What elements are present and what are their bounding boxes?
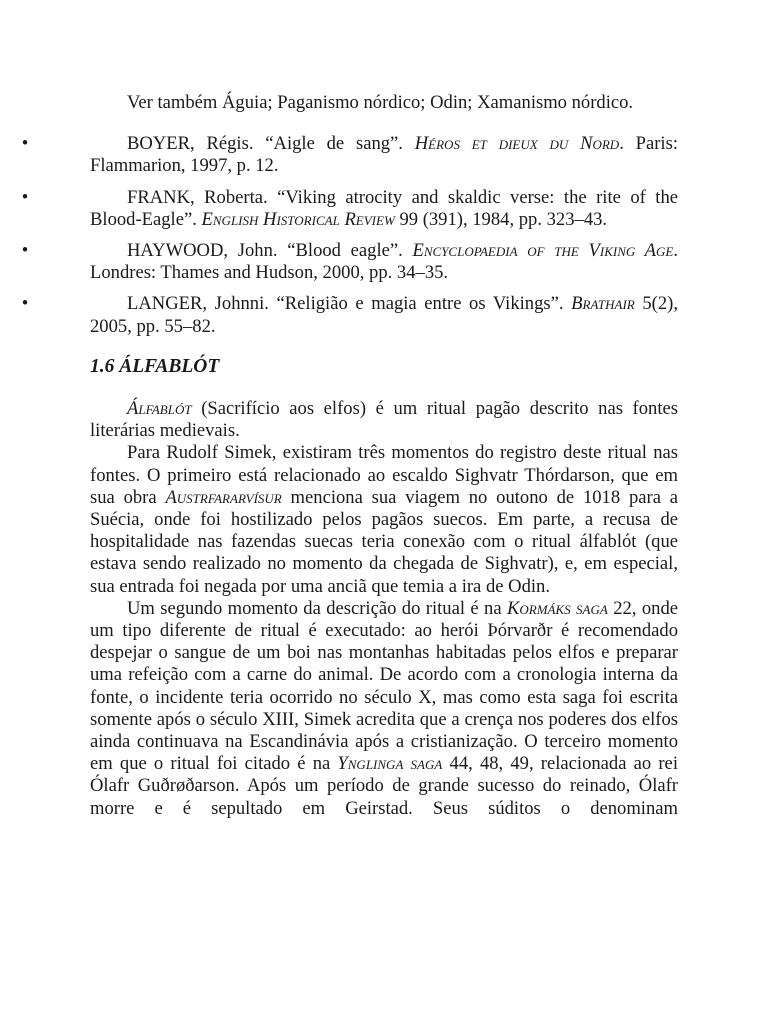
work-title: Kormáks saga <box>507 597 608 619</box>
bullet-icon: • <box>21 133 29 155</box>
work-title: Austrfararvísur <box>165 486 282 508</box>
section-heading <box>90 356 678 378</box>
page-content <box>21 92 679 820</box>
bullet-icon: • <box>21 293 29 315</box>
reference-work-title: English Historical Review <box>201 208 395 230</box>
reference-list <box>21 133 678 338</box>
body-paragraph: Álfablót (Sacrifício aos elfos) é um ritual pagão descrito nas fontes literárias medievais. <box>90 398 678 442</box>
body-paragraph: Para Rudolf Simek, existiram três momentos do registro deste ritual nas fontes. O primeiro está relacionado ao escaldo Sighvatr Thórdarson, que em sua obra Austrfararvísur menciona sua viagem no outono de 1018 para a Suécia, onde foi hostilizado pelos pagãos suecos. Em parte, a recusa de hospitalidade nas fazendas suecas teria conexão com o ritual álfablót (que estava sendo realizado no momento da chegada de Sighvatr), e, em especial, sua entrada foi negada por uma anciã que temia a ira de Odin. <box>90 442 678 597</box>
reference-item: • BOYER, Régis. “Aigle de sang”. Héros et dieux du Nord. Paris: Flammarion, 1997, p. 12. <box>90 133 678 177</box>
section-number: 1.6 <box>90 355 115 377</box>
reference-item: • LANGER, Johnni. “Religião e magia entre os Vikings”. Brathair 5(2), 2005, pp. 55–82. <box>90 293 678 337</box>
reference-work-title: Encyclopaedia of the Viking Age <box>412 240 674 262</box>
reference-item: • HAYWOOD, John. “Blood eagle”. Encyclopaedia of the Viking Age. Londres: Thames and Hudson, 2000, pp. 34–35. <box>90 240 678 284</box>
body-paragraph: Um segundo momento da descrição do ritual é na Kormáks saga 22, onde um tipo diferente de ritual é executado: ao herói Þórvarðr é recomendado despejar o sangue de um boi nas montanhas habitadas pelos elfos e preparar uma refeição com a carne do animal. De acordo com a cronologia interna da fonte, o incidente teria ocorrido no século X, mas como esta saga foi escrita somente após o século XIII, Simek acredita que a crença nos poderes dos elfos ainda continuava na Escandinávia após a cristianização. O terceiro momento em que o ritual foi citado é na Ynglinga saga 44, 48, 49, relacionada ao rei Ólafr Guðrøðarson. Após um período de grande sucesso do reinado, Ólafr morre e é sepultado em Geirstad. Seus súditos o denominam <box>90 597 679 819</box>
reference-item: • FRANK, Roberta. “Viking atrocity and skaldic verse: the rite of the Blood-Eagle”. English Historical Review 99 (391), 1984, pp. 323–43. <box>90 187 678 231</box>
term-italic: Álfablót <box>127 398 192 420</box>
reference-work-title: Brathair <box>571 293 635 315</box>
work-title: Ynglinga saga <box>337 753 443 775</box>
see-also-paragraph: Ver também Águia; Paganismo nórdico; Odin; Xamanismo nórdico. <box>127 92 634 113</box>
bullet-icon: • <box>21 186 29 208</box>
reference-work-title: Héros et dieux du Nord <box>414 133 620 155</box>
bullet-icon: • <box>21 240 29 262</box>
section-title: ÁLFABLÓT <box>119 355 220 377</box>
